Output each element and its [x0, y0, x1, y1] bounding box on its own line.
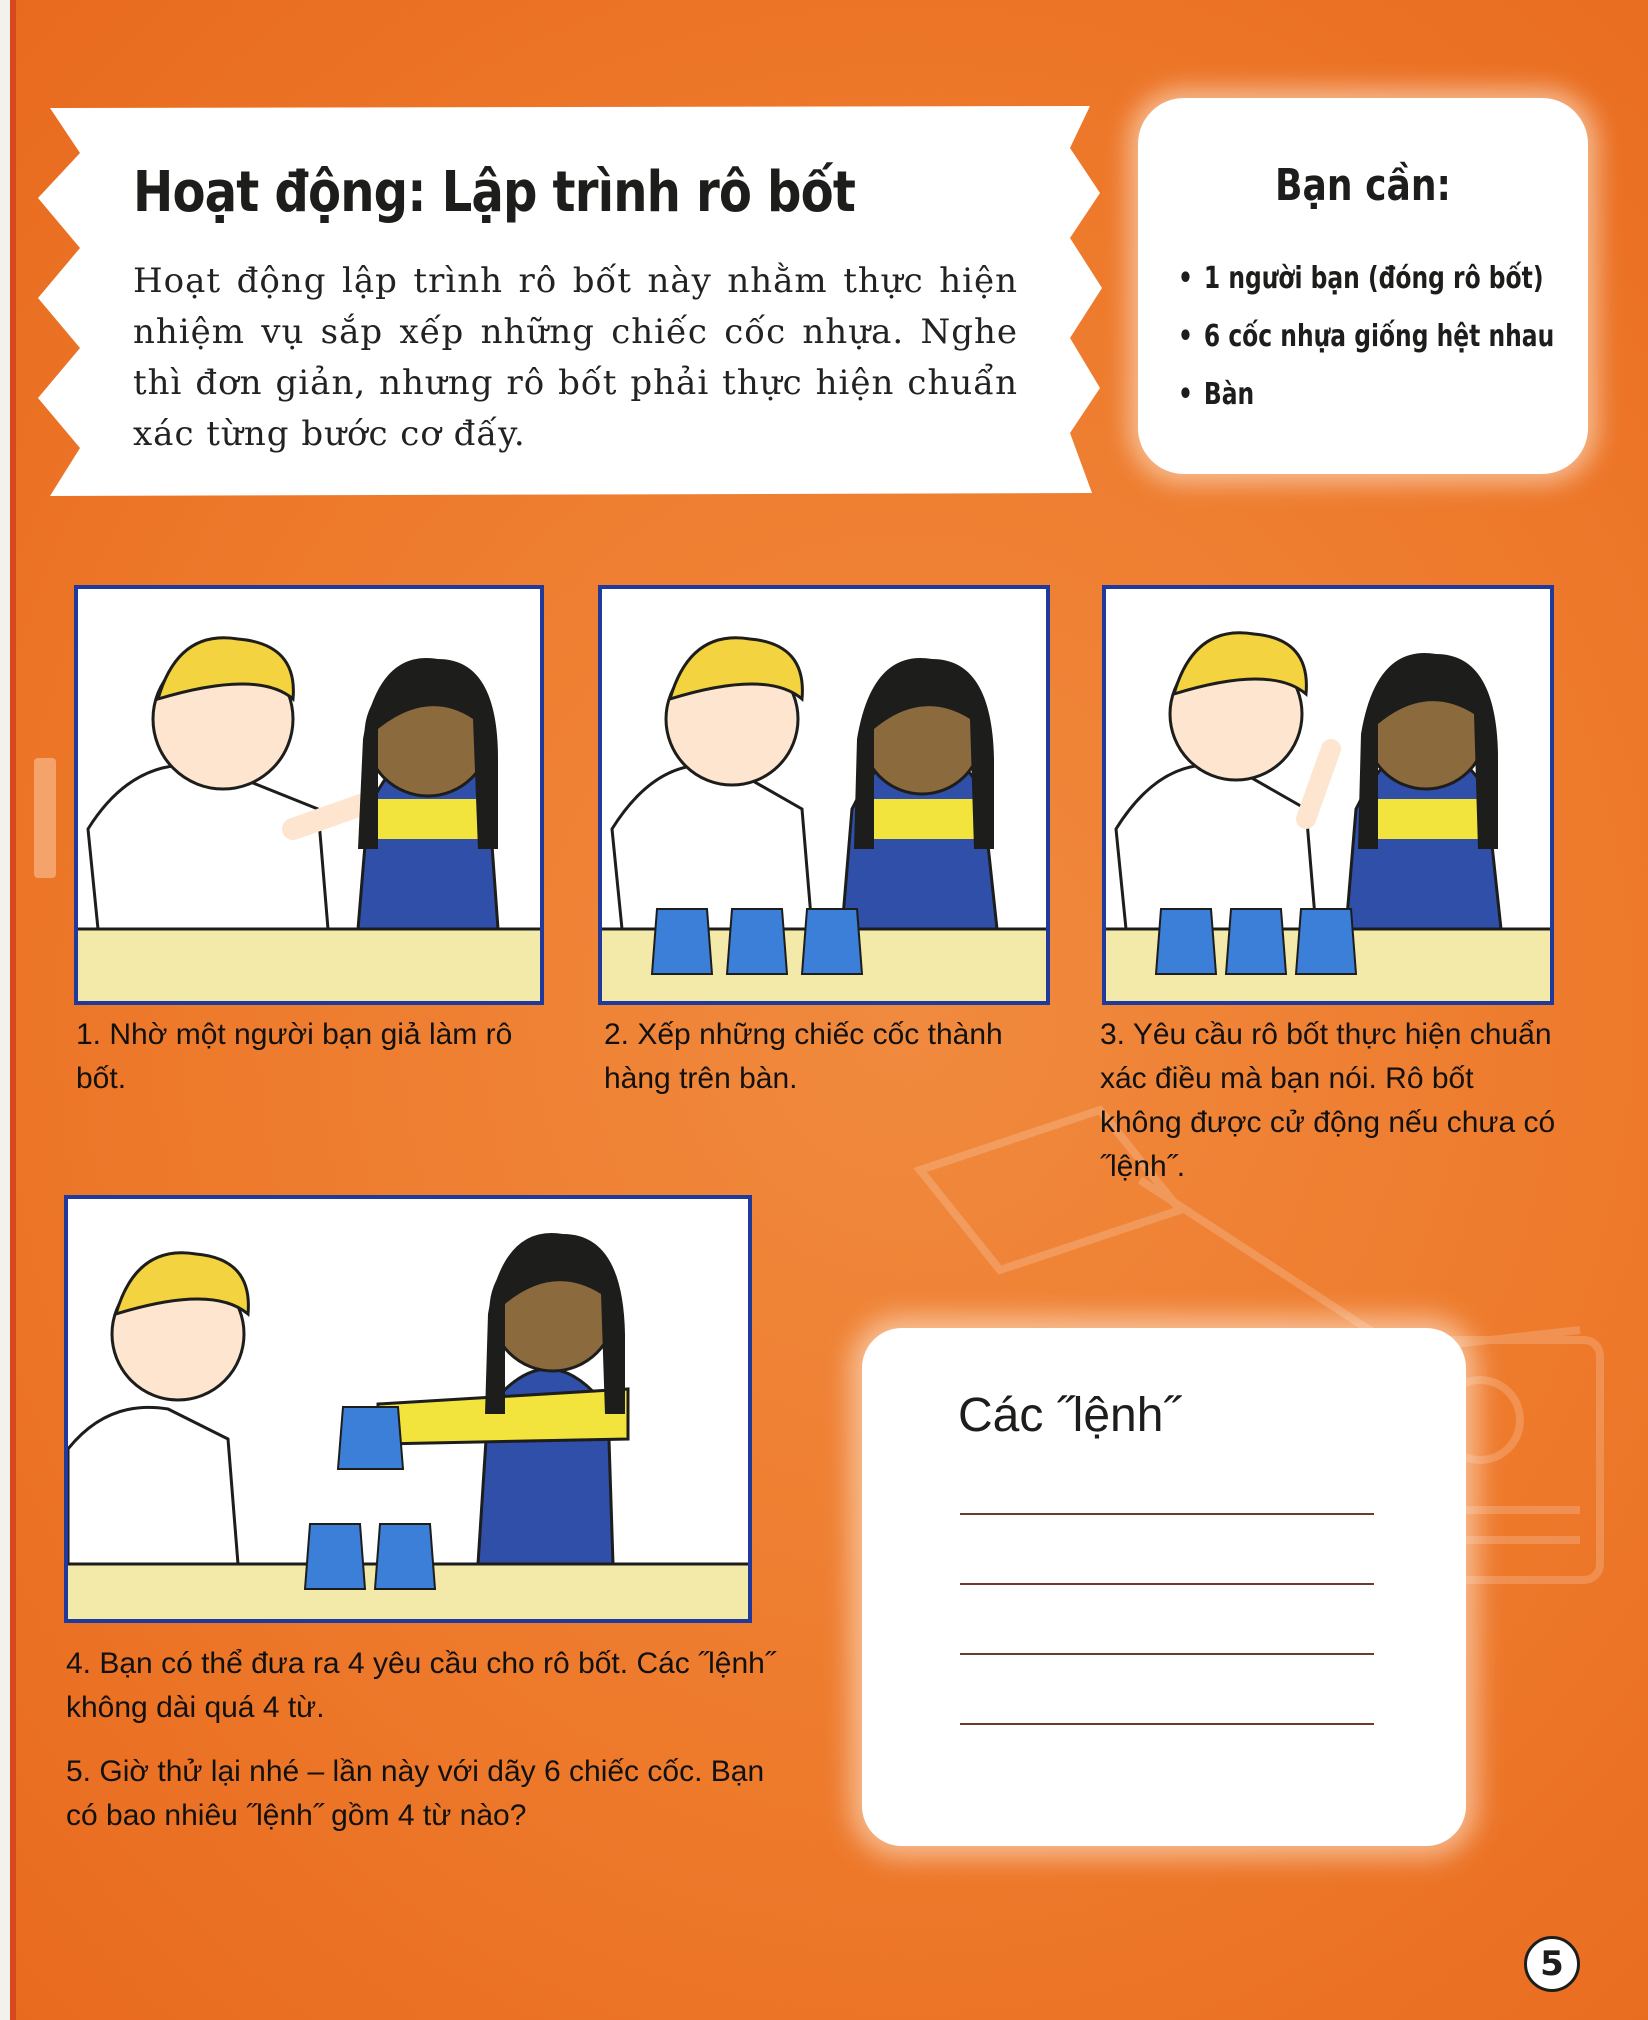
commands-box: [862, 1328, 1466, 1846]
page-binding-stripe: [10, 0, 16, 2020]
step-4-caption: 4. Bạn có thể đưa ra 4 yêu cầu cho rô bốt. Các ˝lệnh˝ không dài quá 4 từ.: [66, 1647, 775, 1724]
step-2-caption: 2. Xếp những chiếc cốc thành hàng trên bàn.: [604, 1018, 1003, 1095]
illustration-step-3: [1102, 585, 1554, 1005]
list-item: • 1 người bạn (đóng rô bốt): [1178, 250, 1554, 308]
requirements-title: Bạn cần:: [1275, 160, 1451, 211]
requirements-box: [1138, 98, 1588, 474]
page-binding-edge: [0, 0, 10, 2020]
write-line[interactable]: [960, 1513, 1374, 1515]
step-3-caption: 3. Yêu cầu rô bốt thực hiện chuẩn xác điều mà bạn nói. Rô bốt không được cử động nếu chưa có ˝lệnh˝.: [1100, 1018, 1556, 1183]
intro-paragraph: Hoạt động lập trình rô bốt này nhằm thực hiện nhiệm vụ sắp xếp những chiếc cốc nhựa. Nghe thì đơn giản, nhưng rô bốt phải thực hiện chuẩn xác từng bước cơ đấy.: [133, 261, 1018, 454]
write-line[interactable]: [960, 1583, 1374, 1585]
page-tab: [34, 758, 56, 878]
step-5-caption: 5. Giờ thử lại nhé – lần này với dãy 6 chiếc cốc. Bạn có bao nhiêu ˝lệnh˝ gồm 4 từ nào?: [66, 1755, 765, 1832]
write-line[interactable]: [960, 1653, 1374, 1655]
illustration-step-4: [64, 1195, 752, 1623]
write-line[interactable]: [960, 1723, 1374, 1725]
commands-title: Các ˝lệnh˝: [958, 1389, 1180, 1442]
list-item: • 6 cốc nhựa giống hệt nhau: [1178, 308, 1554, 366]
requirements-list: [1178, 250, 1648, 424]
illustration-step-1: [74, 585, 544, 1005]
step-1-caption: 1. Nhờ một người bạn giả làm rô bốt.: [76, 1018, 513, 1095]
list-item: • Bàn: [1178, 366, 1554, 424]
page-title: Hoạt động: Lập trình rô bốt: [133, 160, 856, 225]
illustration-step-2: [598, 585, 1050, 1005]
page-number: 5: [1524, 1936, 1580, 1992]
